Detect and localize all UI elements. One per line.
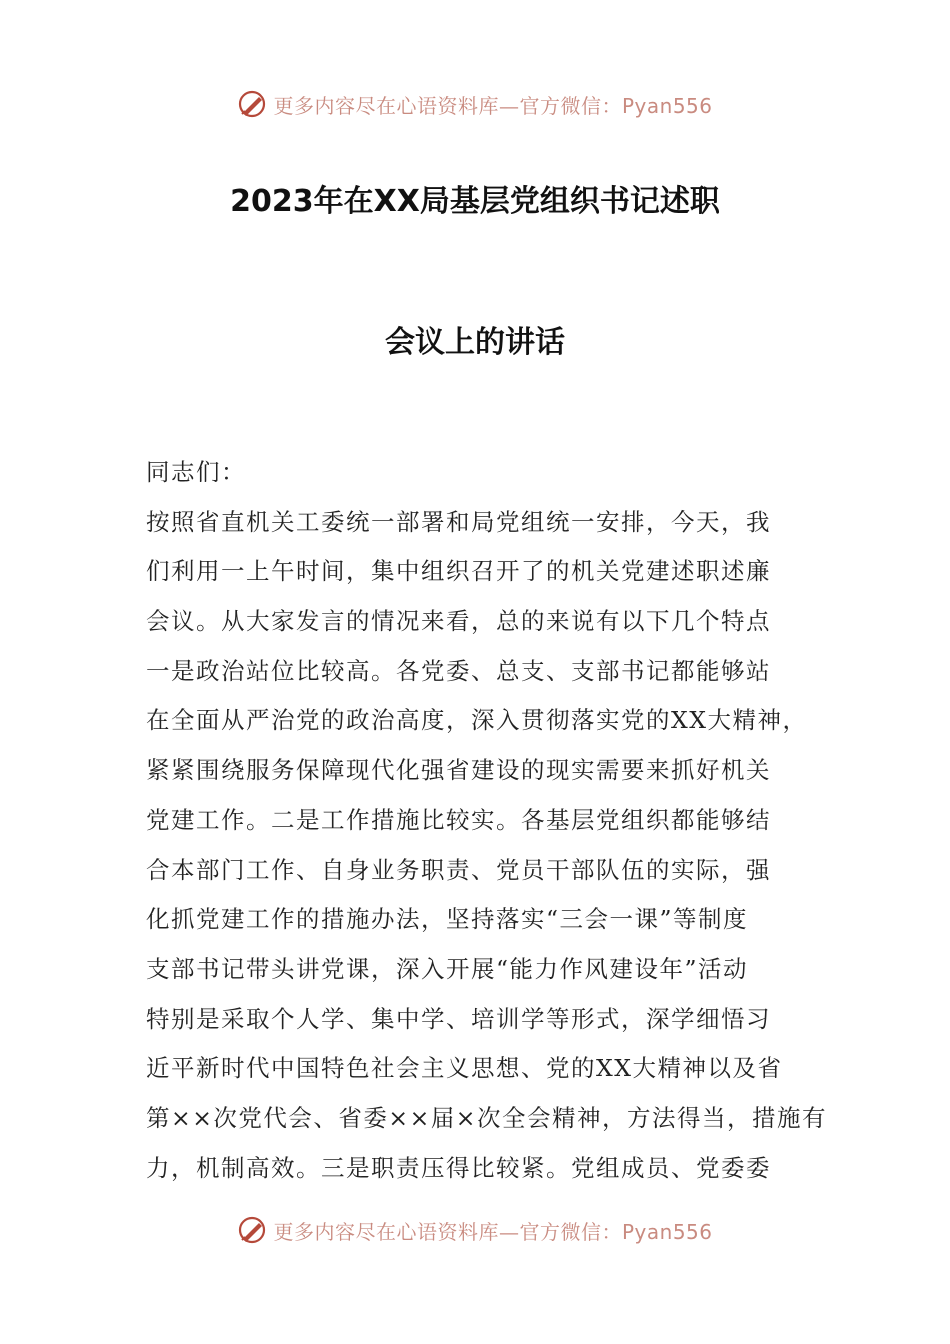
body-line: 会议。从大家发言的情况来看，总的来说有以下几个特点: [146, 607, 771, 636]
body-line: 近平新时代中国特色社会主义思想、党的XX大精神以及省: [146, 1054, 783, 1083]
document-title-line2: 会议上的讲话: [385, 325, 565, 360]
body-line: 同志们：: [146, 458, 246, 486]
body-line: 第××次党代会、省委××届×次全会精神，方法得当，措施有: [146, 1103, 827, 1132]
body-line: 特别是采取个人学、集中学、培训学等形式，深学细悟习: [146, 1004, 771, 1033]
watermark-id: Pyan556: [621, 93, 713, 118]
footer-watermark: [0, 1208, 950, 1252]
body-line: 合本部门工作、自身业务职责、党员干部队伍的实际，强: [146, 855, 771, 884]
body-line: 力，机制高效。三是职责压得比较紧。党组成员、党委委: [146, 1153, 771, 1182]
watermark-text: 更多内容尽在心语资料库—官方微信：Pyan556: [273, 93, 713, 118]
pen-logo-icon: [237, 1215, 267, 1245]
body-line: 党建工作。二是工作措施比较实。各基层党组织都能够结: [146, 805, 771, 834]
document-title-line1: 2023年在XX局基层党组织书记述职: [230, 184, 720, 219]
header-watermark: [0, 82, 950, 126]
body-line: 化抓党建工作的措施办法，坚持落实“三会一课”等制度: [146, 905, 749, 934]
watermark-id: Pyan556: [621, 1219, 713, 1244]
body-line: 紧紧围绕服务保障现代化强省建设的现实需要来抓好机关: [146, 756, 771, 785]
body-line: 一是政治站位比较高。各党委、总支、支部书记都能够站: [146, 656, 771, 685]
body-line: 支部书记带头讲党课，深入开展“能力作风建设年”活动: [146, 954, 749, 983]
body-line: 按照省直机关工委统一部署和局党组统一安排，今天，我: [146, 507, 771, 536]
body-line: 在全面从严治党的政治高度，深入贯彻落实党的XX大精神，: [146, 706, 808, 735]
document-body: [146, 448, 827, 1193]
pen-logo-icon: [237, 89, 267, 119]
watermark-text: 更多内容尽在心语资料库—官方微信：Pyan556: [273, 1219, 713, 1244]
body-line: 们利用一上午时间，集中组织召开了的机关党建述职述廉: [146, 557, 771, 586]
